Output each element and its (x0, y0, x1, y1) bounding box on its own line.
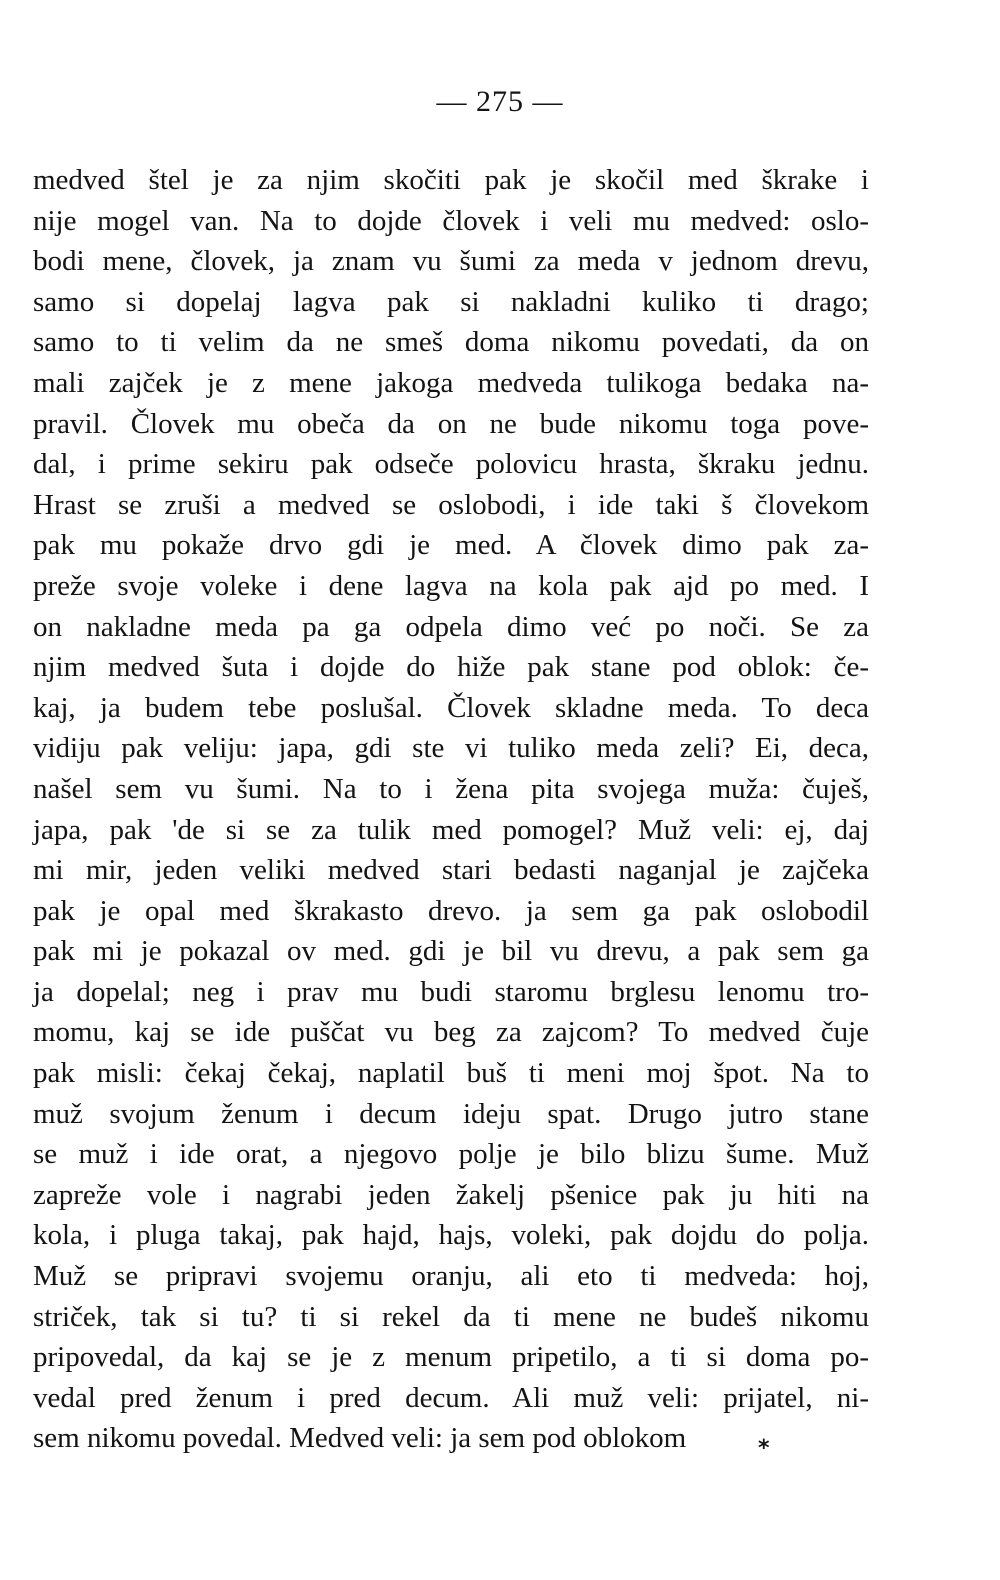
text-line: pak mu pokaže drvo gdi je med. A človek dimo pak za- (33, 529, 869, 562)
text-line: ja dopelal; neg i prav mu budi staromu brglesu lenomu tro- (33, 975, 869, 1008)
signature-asterisk: * (758, 1436, 770, 1461)
text-line: momu, kaj se ide puščat vu beg za zajcom? To medved čuje (33, 1016, 869, 1049)
text-line: njim medved šuta i dojde do hiže pak stane pod oblok: če- (33, 651, 869, 684)
text-line: preže svoje voleke i dene lagva na kola pak ajd po med. I (33, 569, 869, 602)
text-line: on nakladne meda pa ga odpela dimo već po noči. Se za (33, 610, 869, 643)
text-line: sem nikomu povedal. Medved veli: ja sem pod oblokom (33, 1422, 687, 1455)
text-line: mali zajček je z mene jakoga medveda tulikoga bedaka na- (33, 366, 869, 399)
text-line: samo to ti velim da ne smeš doma nikomu povedati, da on (33, 326, 869, 359)
text-line: pak mi je pokazal ov med. gdi je bil vu drevu, a pak sem ga (33, 935, 869, 968)
text-line: pripovedal, da kaj se je z menum pripetilo, a ti si doma po- (33, 1341, 869, 1374)
text-line: zapreže vole i nagrabi jeden žakelj pšenice pak ju hiti na (33, 1178, 869, 1211)
body-text (33, 160, 869, 1459)
text-line: dal, i prime sekiru pak odseče polovicu hrasta, škraku jednu. (33, 448, 869, 481)
text-line: samo si dopelaj lagva pak si nakladni kuliko ti drago; (33, 285, 869, 318)
text-line: pak misli: čekaj čekaj, naplatil buš ti meni moj špot. Na to (33, 1057, 869, 1090)
text-line: vedal pred ženum i pred decum. Ali muž veli: prijatel, ni- (33, 1381, 869, 1414)
text-line: kaj, ja budem tebe poslušal. Človek skladne meda. To deca (33, 691, 869, 724)
text-line: pak je opal med škrakasto drevo. ja sem ga pak oslobodil (33, 894, 869, 927)
page-number: — 275 — (436, 85, 564, 118)
text-line: mi mir, jeden veliki medved stari bedasti naganjal je zajčeka (33, 854, 869, 887)
text-line: se muž i ide orat, a njegovo polje je bilo blizu šume. Muž (33, 1138, 869, 1171)
text-line: našel sem vu šumi. Na to i žena pita svojega muža: čuješ, (33, 772, 869, 805)
text-line: nije mogel van. Na to dojde človek i veli mu medved: oslo- (33, 204, 869, 237)
text-line: japa, pak 'de si se za tulik med pomogel? Muž veli: ej, daj (33, 813, 869, 846)
text-line: medved štel je za njim skočiti pak je skočil med škrake i (33, 164, 869, 196)
text-line: Muž se pripravi svojemu oranju, ali eto ti medveda: hoj, (33, 1260, 869, 1293)
text-line: bodi mene, človek, ja znam vu šumi za meda v jednom drevu, (33, 245, 869, 278)
text-line: pravil. Človek mu obeča da on ne bude nikomu toga pove- (33, 407, 869, 440)
text-line: Hrast se zruši a medved se oslobodi, i ide taki š človekom (33, 488, 869, 521)
text-line: kola, i pluga takaj, pak hajd, hajs, voleki, pak dojdu do polja. (33, 1219, 869, 1252)
text-line: muž svojum ženum i decum ideju spat. Drugo jutro stane (33, 1097, 869, 1130)
text-line: vidiju pak veliju: japa, gdi ste vi tuliko meda zeli? Ei, deca, (33, 732, 869, 765)
text-line: striček, tak si tu? ti si rekel da ti mene ne budeš nikomu (33, 1300, 869, 1333)
